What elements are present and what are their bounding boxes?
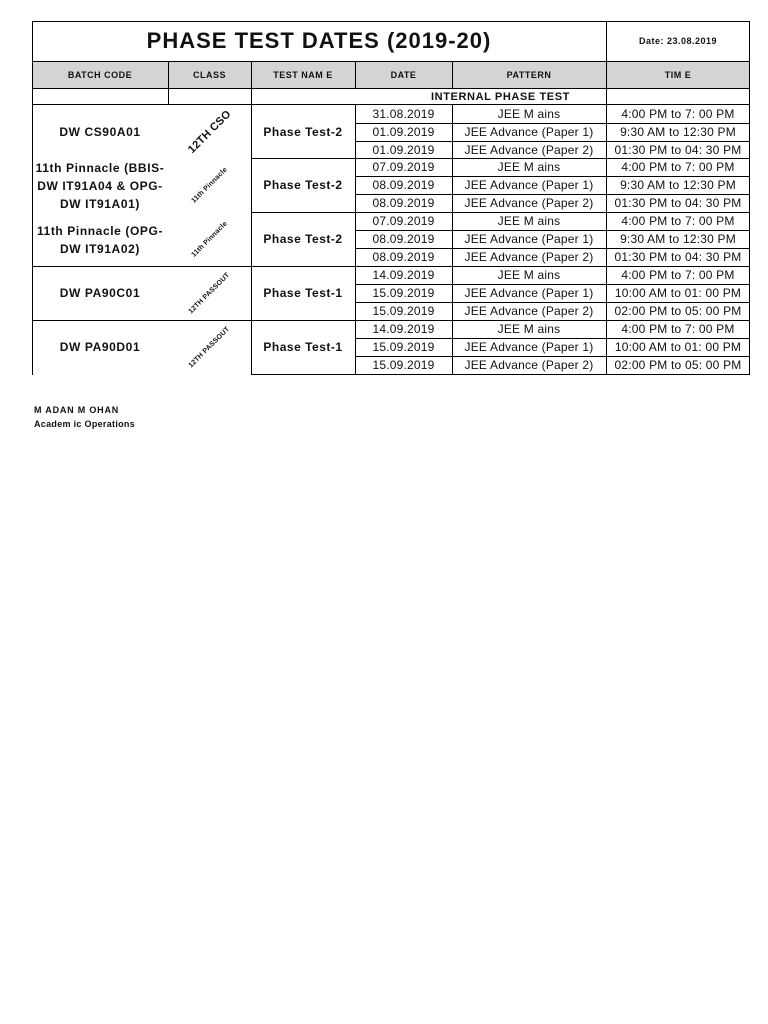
test-time: 9:30 AM to 12:30 PM xyxy=(620,232,736,246)
class-label: 12TH PASSOUT xyxy=(187,271,232,315)
test-pattern: JEE Advance (Paper 2) xyxy=(464,304,594,318)
grid-line xyxy=(355,302,750,303)
column-header-pattern: PATTERN xyxy=(452,61,606,89)
column-header-class: CLASS xyxy=(168,61,251,89)
grid-line xyxy=(251,61,252,375)
test-pattern: JEE Advance (Paper 1) xyxy=(464,125,594,139)
test-date: 14.09.2019 xyxy=(372,268,435,282)
test-name: Phase Test-1 xyxy=(263,286,343,300)
grid-line xyxy=(355,338,750,339)
test-time: 9:30 AM to 12:30 PM xyxy=(620,178,736,192)
test-date: 08.09.2019 xyxy=(372,196,435,210)
test-time: 4:00 PM to 7: 00 PM xyxy=(621,107,735,121)
test-date: 15.09.2019 xyxy=(372,286,435,300)
test-pattern: JEE Advance (Paper 2) xyxy=(464,250,594,264)
test-date: 15.09.2019 xyxy=(372,358,435,372)
test-date: 01.09.2019 xyxy=(372,142,435,157)
test-date: 15.09.2019 xyxy=(372,340,435,354)
test-date: 08.09.2019 xyxy=(372,250,435,264)
batch-code: DW CS90A01 xyxy=(59,124,141,139)
grid-line xyxy=(251,374,750,375)
batch-code: DW PA90D01 xyxy=(59,340,141,354)
grid-line xyxy=(32,61,750,62)
test-pattern: JEE M ains xyxy=(497,268,561,282)
grid-line xyxy=(251,212,750,213)
test-date: 07.09.2019 xyxy=(372,214,435,228)
test-date: 14.09.2019 xyxy=(372,322,435,336)
test-pattern: JEE Advance (Paper 1) xyxy=(464,340,594,354)
test-time: 02:00 PM to 05: 00 PM xyxy=(614,304,742,318)
grid-line xyxy=(168,61,169,105)
grid-line xyxy=(355,105,356,375)
test-time: 01:30 PM to 04: 30 PM xyxy=(614,142,742,157)
phase-test-table xyxy=(32,21,750,377)
test-name: Phase Test-2 xyxy=(263,178,343,192)
grid-line xyxy=(32,88,750,89)
column-header-test-name: TEST NAM E xyxy=(251,61,355,89)
test-date: 08.09.2019 xyxy=(372,232,435,246)
grid-line xyxy=(355,61,356,89)
test-pattern: JEE M ains xyxy=(497,107,561,121)
test-pattern: JEE Advance (Paper 1) xyxy=(464,232,594,246)
test-pattern: JEE Advance (Paper 2) xyxy=(464,358,594,372)
test-pattern: JEE M ains xyxy=(497,322,561,336)
grid-line xyxy=(355,230,750,231)
class-label: 11th Pinnacle xyxy=(190,219,229,259)
grid-line xyxy=(355,123,750,124)
grid-line xyxy=(32,21,33,375)
class-label: 12TH PASSOUT xyxy=(187,325,232,369)
section-title: INTERNAL PHASE TEST xyxy=(431,91,570,103)
grid-line xyxy=(355,176,750,177)
test-time: 9:30 AM to 12:30 PM xyxy=(620,125,736,139)
document-date: Date: 23.08.2019 xyxy=(638,36,718,46)
test-time: 01:30 PM to 04: 30 PM xyxy=(614,196,742,210)
test-date: 01.09.2019 xyxy=(372,125,435,139)
test-time: 4:00 PM to 7: 00 PM xyxy=(621,160,735,174)
grid-line xyxy=(749,21,750,375)
test-time: 02:00 PM to 05: 00 PM xyxy=(614,358,742,372)
grid-line xyxy=(32,320,750,321)
test-name: Phase Test-2 xyxy=(263,124,343,139)
grid-line xyxy=(355,248,750,249)
test-pattern: JEE M ains xyxy=(497,160,561,174)
grid-line xyxy=(355,356,750,357)
test-name: Phase Test-1 xyxy=(263,340,343,354)
test-time: 4:00 PM to 7: 00 PM xyxy=(621,214,735,228)
test-pattern: JEE M ains xyxy=(497,214,561,228)
test-name: Phase Test-2 xyxy=(263,232,343,246)
test-date: 15.09.2019 xyxy=(372,304,435,318)
grid-line xyxy=(32,104,750,105)
grid-line xyxy=(32,21,750,22)
test-pattern: JEE Advance (Paper 2) xyxy=(464,196,594,210)
test-pattern: JEE Advance (Paper 2) xyxy=(464,142,594,157)
grid-line xyxy=(355,194,750,195)
grid-line xyxy=(32,266,750,267)
grid-line xyxy=(251,158,750,159)
page-title: PHASE TEST DATES (2019-20) xyxy=(146,28,492,53)
class-label: 12TH CSO xyxy=(185,107,234,156)
grid-line xyxy=(355,141,750,142)
batch-code: DW PA90C01 xyxy=(59,286,141,300)
grid-line xyxy=(452,61,453,89)
class-label: 11th Pinnacle xyxy=(190,165,229,205)
test-time: 10:00 AM to 01: 00 PM xyxy=(614,286,742,300)
signatory-department: Academ ic Operations xyxy=(34,419,136,429)
test-pattern: JEE Advance (Paper 1) xyxy=(464,286,594,300)
test-date: 07.09.2019 xyxy=(372,160,435,174)
test-time: 01:30 PM to 04: 30 PM xyxy=(614,250,742,264)
batch-code: 11th Pinnacle (BBIS-DW IT91A04 & OPG-DW IT91A01) xyxy=(35,161,165,211)
test-date: 31.08.2019 xyxy=(372,107,435,121)
test-time: 4:00 PM to 7: 00 PM xyxy=(621,322,735,336)
grid-line xyxy=(355,284,750,285)
column-header-date: DATE xyxy=(355,61,452,89)
grid-line xyxy=(606,105,607,375)
test-time: 4:00 PM to 7: 00 PM xyxy=(621,268,735,282)
column-header-batch-code: BATCH CODE xyxy=(32,61,168,89)
test-pattern: JEE Advance (Paper 1) xyxy=(464,178,594,192)
grid-line xyxy=(452,105,453,375)
grid-line xyxy=(606,21,607,105)
column-header-time: TIM E xyxy=(606,61,750,89)
test-date: 08.09.2019 xyxy=(372,178,435,192)
test-time: 10:00 AM to 01: 00 PM xyxy=(614,340,742,354)
batch-code: 11th Pinnacle (OPG-DW IT91A02) xyxy=(36,224,164,256)
signatory-name: M ADAN M OHAN xyxy=(34,405,120,415)
